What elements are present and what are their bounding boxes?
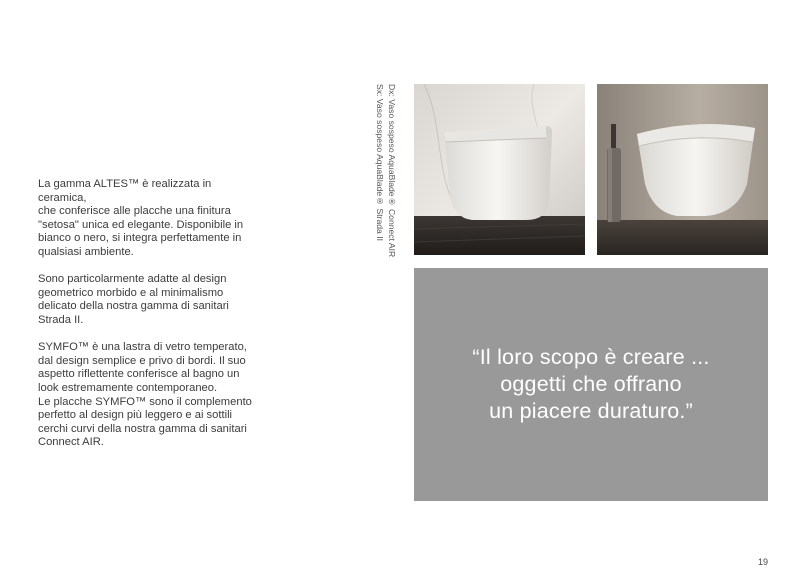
paragraph-strada: Sono particolarmente adatte al design geometrico morbido e al minimalismo delicato della nostra gamma di sanitari Strada II. xyxy=(38,273,229,326)
quote-box xyxy=(414,268,768,501)
photo-strada-toilet xyxy=(414,84,585,255)
paragraph-symfo: SYMFO™ è una lastra di vetro temperato, dal design semplice e privo di bordi. Il suo aspetto riflettente conferisce al bagno un look estremamente contemporaneo. Le placche SYMFO™ sono il complemento perfetto al design più leggero e ai sottili cerchi curvi della nostra gamma di sanitari Connect AIR. xyxy=(38,341,252,449)
photo-connect-air-toilet xyxy=(597,84,768,255)
body-text xyxy=(38,178,258,463)
caption-left-photo: Sx: Vaso sospeso AquaBlade® Strada II xyxy=(375,84,385,241)
paragraph-altes: La gamma ALTES™ è realizzata in ceramica, che conferisce alle placche una finitura "setosa" unica ed elegante. Disponibile in bianco o nero, si integra perfettamente in qualsiasi ambiente. xyxy=(38,178,244,258)
caption-right-photo: Dx: Vaso sospeso AquaBlade® Connect AIR xyxy=(387,84,397,258)
page-number: 19 xyxy=(758,557,769,567)
pull-quote: “Il loro scopo è creare ... oggetti che offrano un piacere duraturo.” xyxy=(472,345,710,423)
photo-caption xyxy=(371,84,401,284)
